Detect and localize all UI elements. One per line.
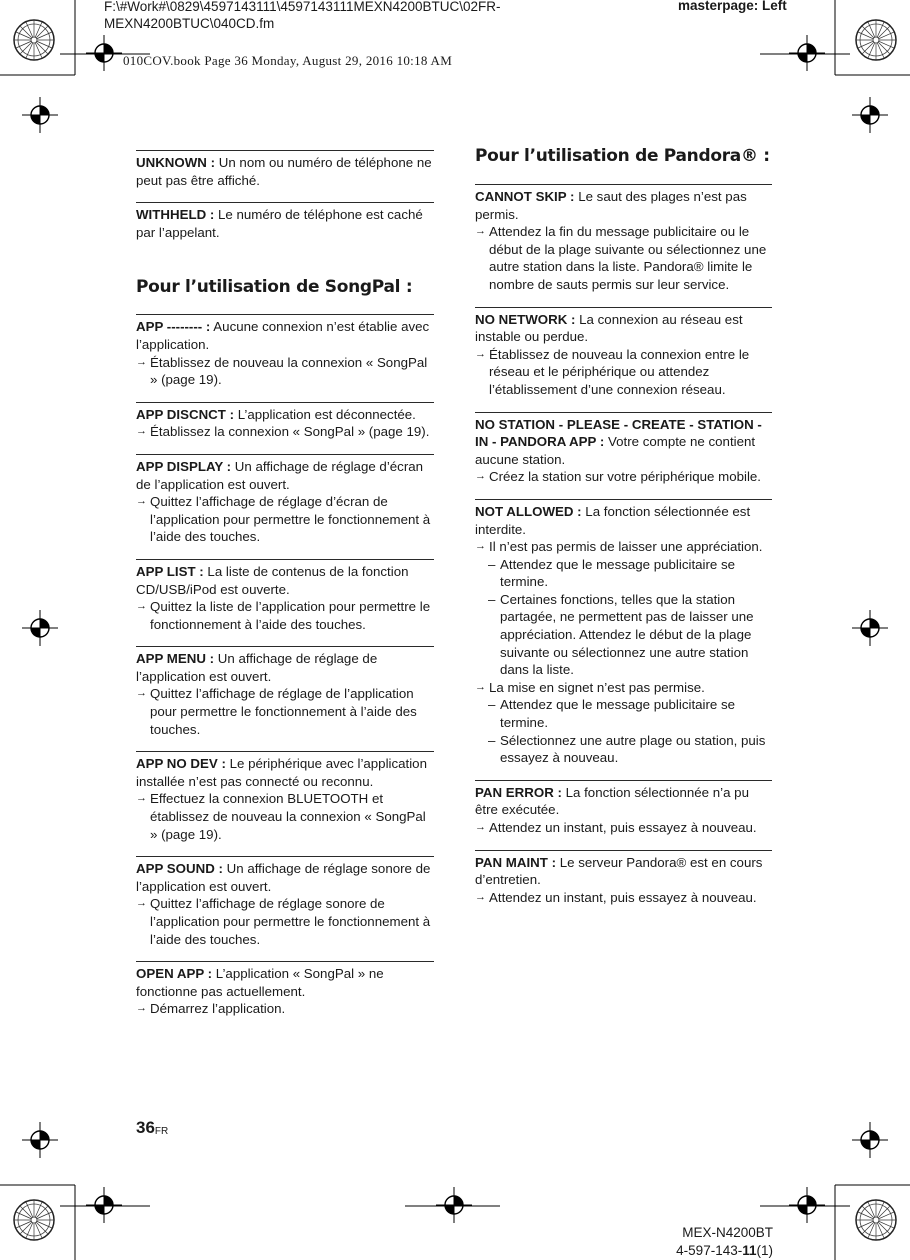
message-description — [475, 854, 772, 889]
message-text: L’application « SongPal » ne fonctionne pas actuellement. — [136, 966, 384, 999]
message-code: APP NO DEV : — [136, 756, 226, 772]
message-text: Le numéro de téléphone est caché par l’appelant. — [136, 207, 423, 240]
remedy-list — [136, 790, 434, 843]
message-code: PAN ERROR : — [475, 784, 562, 800]
remedy-subitem: – Sélectionnez une autre plage ou station, puis essayez à nouveau. — [475, 732, 772, 767]
model-number: MEX-N4200BT — [682, 1225, 773, 1240]
remedy-item: → Attendez un instant, puis essayez à nouveau. — [475, 819, 772, 837]
remedy-item: → Quittez la liste de l’application pour permettre le fonctionnement à l’aide des touches. — [136, 598, 434, 633]
message-text: Un affichage de réglage de l’application est ouvert. — [136, 651, 378, 684]
remedy-item: → Établissez de nouveau la connexion entre le réseau et le périphérique ou attendez l’établissement d’une connexion réseau. — [475, 346, 772, 399]
message-entry — [136, 402, 434, 454]
remedy-item: → Démarrez l’application. — [136, 1000, 434, 1018]
document-code — [676, 1242, 773, 1260]
message-entry — [475, 184, 772, 307]
message-entry — [136, 559, 434, 646]
page-number-value: 36 — [136, 1118, 155, 1137]
remedy-item: → Quittez l’affichage de réglage de l’application pour permettre le fonctionnement à l’aide des touches. — [136, 685, 434, 738]
book-info-line: 010COV.book Page 36 Monday, August 29, 2016 10:18 AM — [123, 53, 453, 68]
message-entry — [136, 150, 434, 202]
message-description — [475, 503, 772, 538]
message-text: La liste de contenus de la fonction CD/USB/iPod est ouverte. — [136, 563, 409, 597]
message-text: Aucune connexion n’est établie avec l’application. — [136, 319, 430, 352]
left-intro-entries — [136, 150, 434, 254]
remedy-item: → Créez la station sur votre périphérique mobile. — [475, 468, 772, 486]
message-description — [136, 860, 434, 895]
left-column — [136, 150, 434, 1031]
remedy-item: → Attendez un instant, puis essayez à nouveau. — [475, 889, 772, 907]
doc-code-suffix: (1) — [756, 1243, 773, 1258]
message-text: Un affichage de réglage d’écran de l’application est ouvert. — [136, 458, 424, 492]
pandora-entries — [475, 184, 772, 919]
file-path-line-1: F:\#Work#\0829\4597143111\4597143111MEXN4200BTUC\02FR- — [104, 0, 501, 14]
remedy-list — [475, 889, 772, 907]
remedy-item: → Établissez de nouveau la connexion « SongPal » (page 19). — [136, 354, 434, 389]
pandora-heading: Pour l’utilisation de Pandora® : — [475, 146, 770, 166]
message-description — [475, 416, 772, 469]
remedy-item: → La mise en signet n’est pas permise. — [475, 679, 772, 697]
remedy-list — [136, 895, 434, 948]
message-entry — [475, 850, 772, 920]
remedy-subitem: – Attendez que le message publicitaire se termine. — [475, 556, 772, 591]
remedy-list — [136, 354, 434, 389]
remedy-subitem: – Attendez que le message publicitaire se termine. — [475, 696, 772, 731]
remedy-item: → Attendez la fin du message publicitaire ou le début de la plage suivante ou sélectionnez une autre station dans la liste. Pandora® limite le nombre de sauts permis sur leur service. — [475, 223, 772, 293]
message-text: Un affichage de réglage sonore de l’application est ouvert. — [136, 861, 431, 894]
remedy-list — [136, 598, 434, 633]
message-description — [475, 188, 772, 223]
remedy-item: → Effectuez la connexion BLUETOOTH et établissez de nouveau la connexion « SongPal » (page 19). — [136, 790, 434, 843]
message-description — [136, 406, 434, 424]
message-entry — [136, 856, 434, 961]
message-text: Votre compte ne contient aucune station. — [475, 434, 756, 467]
masterpage-label: masterpage: Left — [678, 0, 787, 13]
doc-code-bold: 11 — [742, 1243, 757, 1258]
remedy-item: → Quittez l’affichage de réglage sonore de l’application pour permettre le fonctionnement à l’aide des touches. — [136, 895, 434, 948]
message-description — [136, 458, 434, 493]
remedy-list — [475, 346, 772, 399]
page-number-suffix: FR — [154, 1126, 169, 1137]
remedy-list — [475, 223, 772, 293]
message-entry — [475, 780, 772, 850]
file-path-line-2: MEXN4200BTUC\040CD.fm — [104, 16, 275, 31]
message-text: La connexion au réseau est instable ou perdue. — [475, 311, 743, 345]
page-number — [136, 1118, 168, 1138]
message-entry — [475, 307, 772, 412]
message-code: PAN MAINT : — [475, 854, 557, 870]
message-text: L’application est déconnectée. — [234, 406, 416, 422]
message-description — [136, 563, 434, 598]
remedy-list — [136, 423, 434, 441]
remedy-list — [136, 493, 434, 546]
message-entry — [136, 454, 434, 559]
message-description — [136, 650, 434, 685]
message-description — [475, 311, 772, 346]
remedy-item: → Quittez l’affichage de réglage d’écran de l’application pour permettre le fonctionnement à l’aide des touches. — [136, 493, 434, 546]
message-code: NO STATION - PLEASE - CREATE - STATION - IN - PANDORA APP : — [475, 416, 762, 450]
message-text: Le saut des plages n’est pas permis. — [475, 189, 747, 222]
songpal-heading: Pour l’utilisation de SongPal : — [136, 277, 413, 298]
footer — [676, 1224, 773, 1260]
message-description — [136, 318, 434, 353]
remedy-item: → Il n’est pas permis de laisser une appréciation. — [475, 538, 772, 556]
message-text: La fonction sélectionnée est interdite. — [475, 503, 751, 537]
message-code: NO NETWORK : — [475, 311, 576, 327]
message-description — [136, 965, 434, 1000]
message-code: APP MENU : — [136, 651, 215, 667]
message-entry — [136, 314, 434, 401]
message-code: APP DISCNCT : — [136, 406, 235, 422]
message-code: WITHHELD : — [136, 207, 215, 223]
message-code: APP LIST : — [136, 563, 204, 579]
remedy-item: → Établissez la connexion « SongPal » (page 19). — [136, 423, 434, 441]
message-description — [136, 154, 434, 189]
message-description — [475, 784, 772, 819]
message-entry — [136, 751, 434, 856]
doc-code-prefix: 4-597-143- — [676, 1243, 743, 1258]
remedy-list — [136, 685, 434, 738]
message-entry — [475, 499, 772, 780]
message-code: APP SOUND : — [136, 861, 223, 877]
message-code: APP -------- : — [136, 319, 211, 335]
message-code: APP DISPLAY : — [136, 458, 232, 474]
message-description — [136, 755, 434, 790]
message-code: UNKNOWN : — [136, 155, 216, 170]
songpal-entries — [136, 314, 434, 1031]
message-entry — [136, 961, 434, 1031]
remedy-list — [475, 468, 772, 486]
message-entry — [475, 412, 772, 499]
message-text: Le périphérique avec l’application installée n’est pas connecté ou reconnu. — [136, 756, 427, 789]
message-text: Le serveur Pandora® est en cours d’entretien. — [475, 854, 763, 888]
message-entry — [136, 646, 434, 751]
message-code: CANNOT SKIP : — [475, 189, 575, 204]
file-path — [104, 0, 501, 32]
message-description — [136, 206, 434, 241]
remedy-list — [136, 1000, 434, 1018]
right-column — [475, 140, 772, 919]
message-code: NOT ALLOWED : — [475, 503, 582, 519]
message-entry — [136, 202, 434, 254]
message-text: Un nom ou numéro de téléphone ne peut pas être affiché. — [136, 155, 432, 188]
remedy-list — [475, 819, 772, 837]
message-code: OPEN APP : — [136, 966, 213, 982]
remedy-list — [475, 538, 772, 767]
message-text: La fonction sélectionnée n’a pu être exécutée. — [475, 784, 749, 818]
remedy-subitem: – Certaines fonctions, telles que la station partagée, ne permettent pas de laisser une appréciation. Attendez le début de la plage suivante ou sélectionnez une autre station dans la liste. — [475, 591, 772, 679]
